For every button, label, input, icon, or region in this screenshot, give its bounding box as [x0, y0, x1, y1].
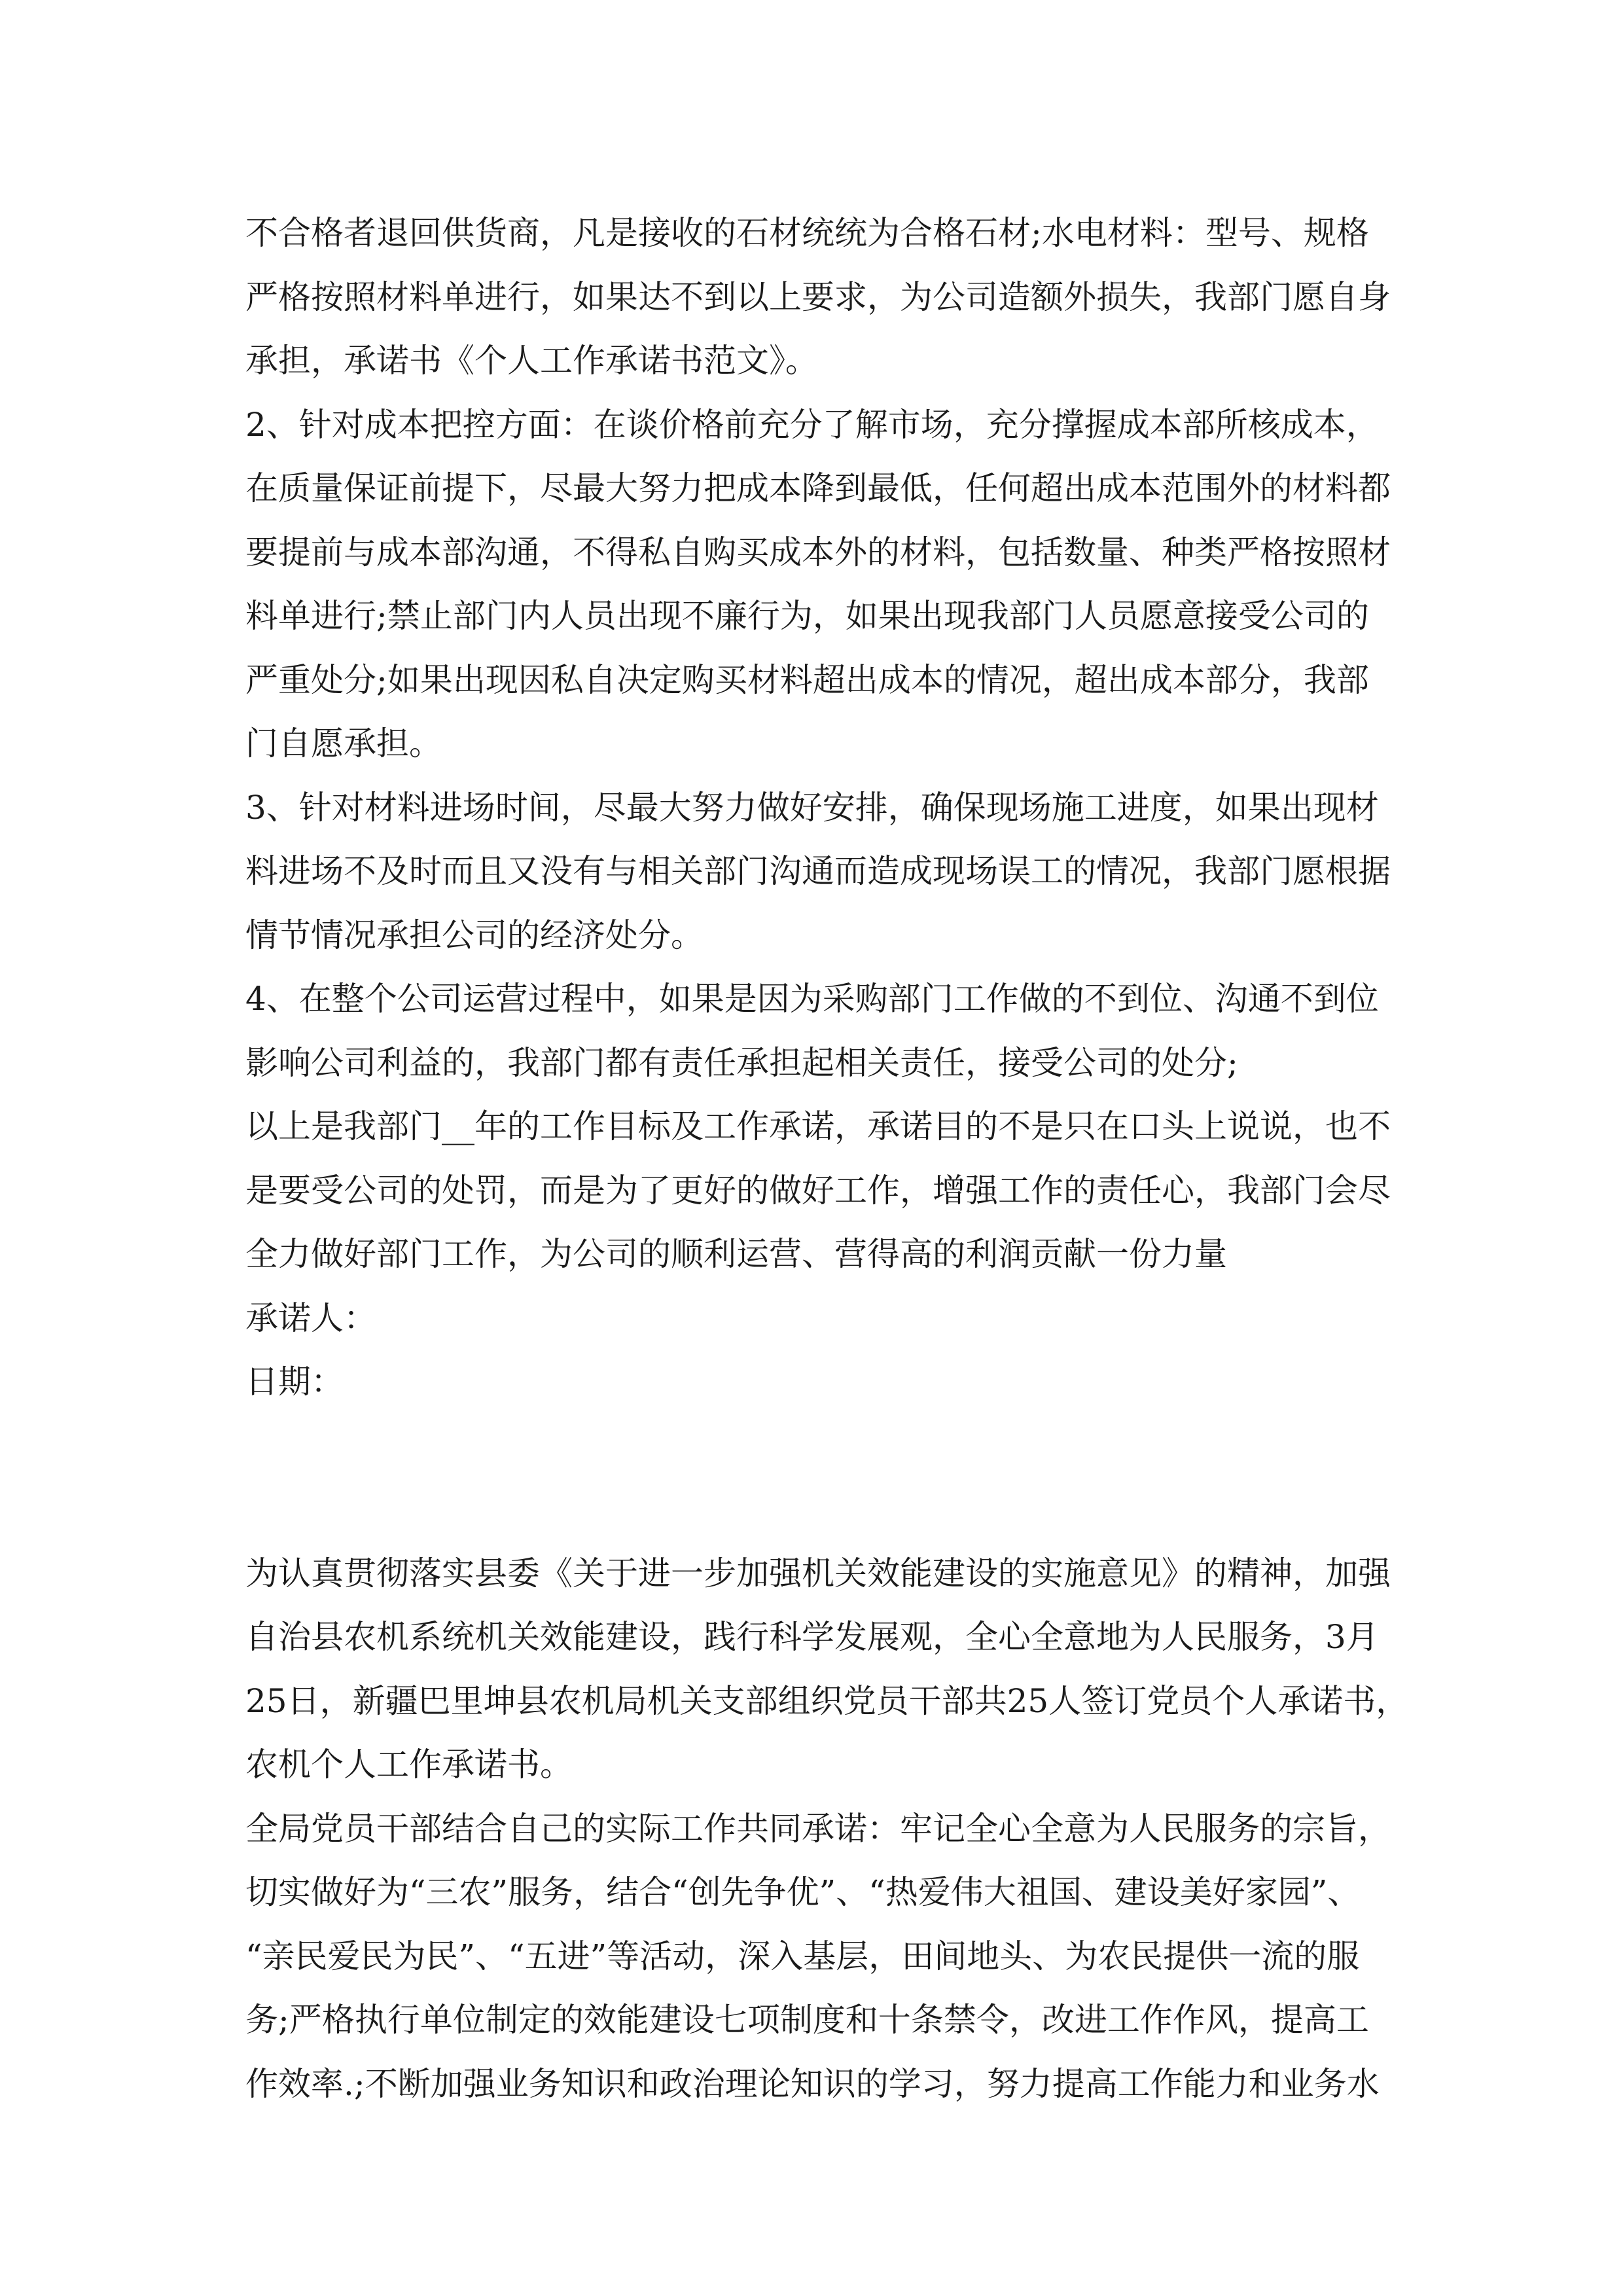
- text-line: 全力做好部门工作，为公司的顺利运营、营得高的利润贡献一份力量: [245, 1235, 1227, 1273]
- text-line: 以上是我部门__年的工作目标及工作承诺，承诺目的不是只在口头上说说，也不: [245, 1107, 1391, 1145]
- text-line: “亲民爱民为民”、“五进”等活动，深入基层，田间地头、为农民提供一流的服: [245, 1937, 1360, 1975]
- text-line: 料单进行;禁止部门内人员出现不廉行为，如果出现我部门人员愿意接受公司的: [245, 597, 1369, 635]
- text-line: 全局党员干部结合自己的实际工作共同承诺：牢记全心全意为人民服务的宗旨，: [245, 1809, 1391, 1848]
- text-line: 切实做好为“三农”服务，结合“创先争优”、“热爱伟大祖国、建设美好家园”、: [245, 1873, 1361, 1911]
- text-line: 为认真贯彻落实县委《关于进一步加强机关效能建设的实施意见》的精神，加强: [245, 1554, 1391, 1592]
- text-line: 严格按照材料单进行，如果达不到以上要求，为公司造额外损失，我部门愿自身: [245, 278, 1391, 316]
- text-line: 是要受公司的处罚，而是为了更好的做好工作，增强工作的责任心，我部门会尽: [245, 1171, 1391, 1210]
- text-line: 料进场不及时而且又没有与相关部门沟通而造成现场误工的情况，我部门愿根据: [245, 852, 1391, 890]
- text-line: 25日，新疆巴里坤县农机局机关支部组织党员干部共25人签订党员个人承诺书，: [245, 1681, 1409, 1720]
- text-line: 2、针对成本把控方面：在谈价格前充分了解市场，充分撑握成本部所核成本，: [245, 405, 1379, 444]
- text-line: 自治县农机系统机关效能建设，践行科学发展观，全心全意地为人民服务，3月: [245, 1618, 1379, 1656]
- text-line: 承担，承诺书《个人工作承诺书范文》。: [245, 342, 818, 380]
- date-label: 日期：: [245, 1363, 344, 1401]
- text-line: 农机个人工作承诺书。: [245, 1746, 573, 1784]
- signatory-label: 承诺人：: [245, 1299, 376, 1337]
- document-body: [245, 202, 1476, 2116]
- text-line: 影响公司利益的，我部门都有责任承担起相关责任，接受公司的处分;: [245, 1043, 1238, 1082]
- text-line: 情节情况承担公司的经济处分。: [245, 916, 704, 954]
- text-line: 务;严格执行单位制定的效能建设七项制度和十条禁令，改进工作作风，提高工: [245, 2001, 1369, 2039]
- text-line: 3、针对材料进场时间，尽最大努力做好安排，确保现场施工进度，如果出现材: [245, 788, 1379, 827]
- text-line: 门自愿承担。: [245, 725, 442, 762]
- text-line: 不合格者退回供货商，凡是接收的石材统统为合格石材;水电材料：型号、规格: [245, 214, 1369, 252]
- text-line: 作效率.;不断加强业务知识和政治理论知识的学习，努力提高工作能力和业务水: [245, 2064, 1380, 2103]
- section-gap: [245, 1414, 1476, 1542]
- text-line: 4、在整个公司运营过程中，如果是因为采购部门工作做的不到位、沟通不到位: [245, 980, 1379, 1018]
- text-line: 在质量保证前提下，尽最大努力把成本降到最低，任何超出成本范围外的材料都: [245, 469, 1391, 507]
- text-line: 严重处分;如果出现因私自决定购买材料超出成本的情况，超出成本部分，我部: [245, 660, 1369, 699]
- text-line: 要提前与成本部沟通，不得私自购买成本外的材料，包括数量、种类严格按照材: [245, 533, 1391, 571]
